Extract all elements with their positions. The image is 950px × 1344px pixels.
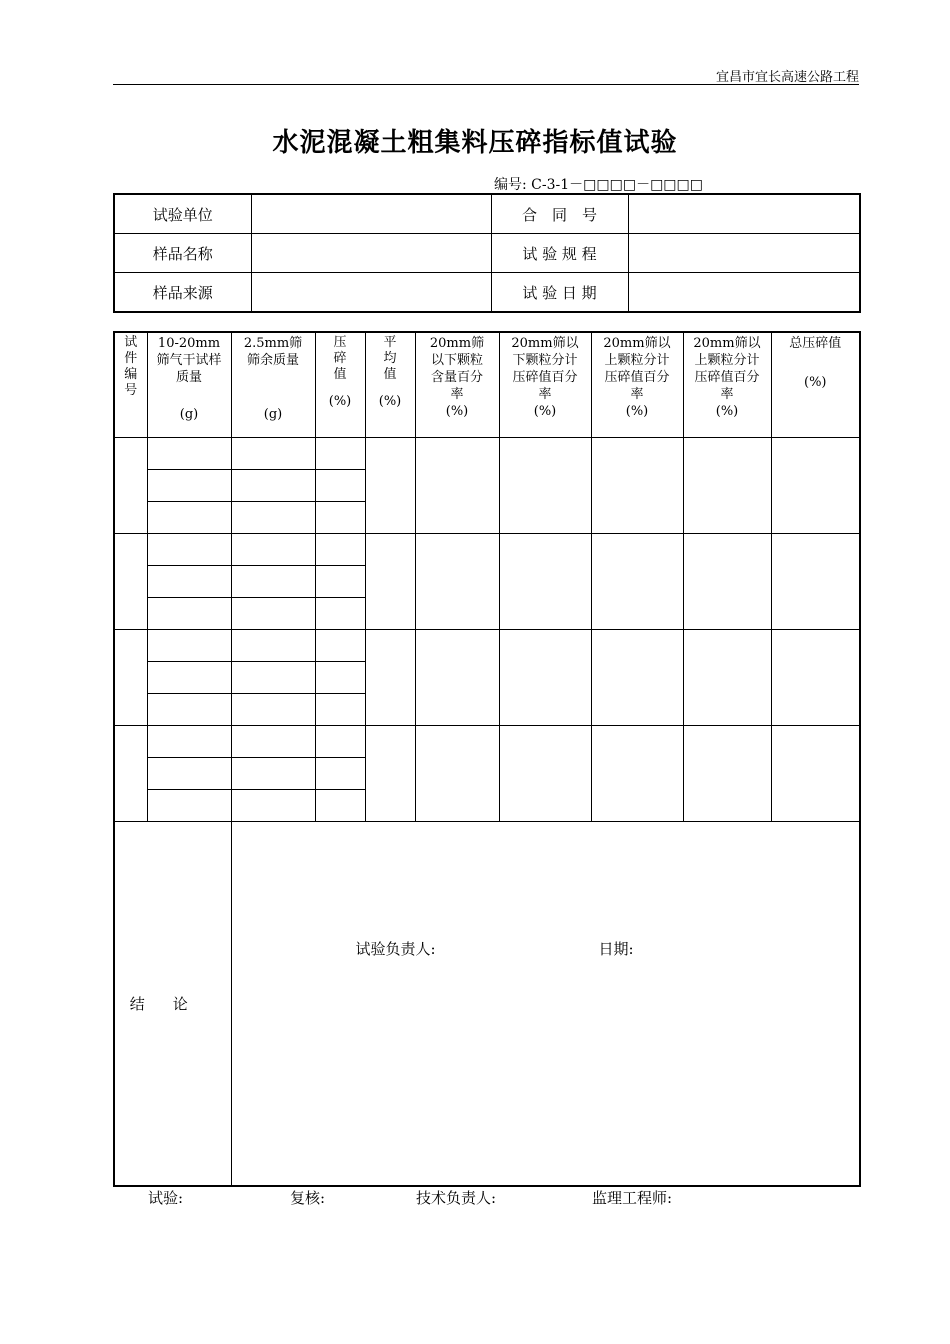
page-title: 水泥混凝土粗集料压碎指标值试验 bbox=[272, 128, 678, 158]
header-org: 宜昌市宜长高速公路工程 bbox=[715, 70, 859, 85]
cell-specimen-id[interactable] bbox=[114, 438, 147, 534]
col-header bbox=[591, 332, 683, 438]
cell-crush-value[interactable] bbox=[315, 502, 365, 534]
data-table bbox=[113, 331, 861, 1187]
header-row bbox=[114, 332, 860, 438]
table-row bbox=[114, 726, 860, 758]
col-header bbox=[147, 332, 231, 438]
cell-below-crush[interactable] bbox=[499, 630, 591, 726]
cell-above-crush-2[interactable] bbox=[683, 534, 771, 630]
cell-dry-mass[interactable] bbox=[147, 758, 231, 790]
cell-dry-mass[interactable] bbox=[147, 726, 231, 758]
col-label: 试件编号 bbox=[124, 335, 138, 398]
col-header bbox=[114, 332, 147, 438]
sig-review: 复核: bbox=[290, 1189, 326, 1207]
header-divider bbox=[113, 84, 859, 85]
col-label: 10-20mm筛气干试样质量 bbox=[156, 336, 222, 385]
col-label: 压碎值 bbox=[333, 335, 347, 382]
sig-supervisor: 监理工程师: bbox=[592, 1189, 673, 1207]
info-label: 样品名称 bbox=[114, 234, 251, 273]
info-field[interactable] bbox=[628, 234, 860, 273]
cell-specimen-id[interactable] bbox=[114, 630, 147, 726]
form-code: 编号: C-3-1－□□□□－□□□□ bbox=[494, 177, 703, 193]
col-label: 20mm筛以下颗粒分计压碎值百分率 bbox=[511, 336, 579, 402]
table-row bbox=[114, 534, 860, 566]
col-label: 20mm筛以下颗粒含量百分率 bbox=[429, 336, 485, 402]
col-header bbox=[231, 332, 315, 438]
sig-tech: 技术负责人: bbox=[416, 1189, 497, 1207]
cell-dry-mass[interactable] bbox=[147, 790, 231, 822]
cell-crush-value[interactable] bbox=[315, 438, 365, 470]
cell-above-crush[interactable] bbox=[591, 534, 683, 630]
sig-test: 试验: bbox=[148, 1189, 184, 1207]
tester-label: 试验负责人: bbox=[355, 940, 436, 958]
info-label: 合 同 号 bbox=[491, 194, 628, 234]
info-row bbox=[114, 273, 860, 313]
table-row bbox=[114, 630, 860, 662]
conclusion-row bbox=[114, 822, 860, 1187]
cell-residue-mass[interactable] bbox=[231, 534, 315, 566]
cell-below-content[interactable] bbox=[415, 630, 499, 726]
cell-above-crush[interactable] bbox=[591, 438, 683, 534]
cell-above-crush-2[interactable] bbox=[683, 726, 771, 822]
info-label: 试验单位 bbox=[114, 194, 251, 234]
col-unit: (%) bbox=[715, 404, 739, 419]
cell-dry-mass[interactable] bbox=[147, 566, 231, 598]
col-header bbox=[415, 332, 499, 438]
cell-above-crush-2[interactable] bbox=[683, 438, 771, 534]
col-label: 总压碎值 bbox=[789, 336, 842, 351]
cell-residue-mass[interactable] bbox=[231, 630, 315, 662]
info-field[interactable] bbox=[628, 194, 860, 234]
col-label: 20mm筛以上颗粒分计压碎值百分率 bbox=[603, 336, 671, 402]
cell-dry-mass[interactable] bbox=[147, 470, 231, 502]
cell-above-crush-2[interactable] bbox=[683, 630, 771, 726]
cell-total-crush[interactable] bbox=[771, 438, 860, 534]
cell-average[interactable] bbox=[365, 534, 415, 630]
info-label: 样品来源 bbox=[114, 273, 251, 313]
cell-crush-value[interactable] bbox=[315, 758, 365, 790]
cell-total-crush[interactable] bbox=[771, 630, 860, 726]
cell-below-content[interactable] bbox=[415, 534, 499, 630]
cell-specimen-id[interactable] bbox=[114, 726, 147, 822]
col-unit: (%) bbox=[533, 404, 557, 419]
cell-dry-mass[interactable] bbox=[147, 502, 231, 534]
cell-dry-mass[interactable] bbox=[147, 694, 231, 726]
cell-residue-mass[interactable] bbox=[231, 598, 315, 630]
cell-dry-mass[interactable] bbox=[147, 534, 231, 566]
cell-crush-value[interactable] bbox=[315, 534, 365, 566]
cell-dry-mass[interactable] bbox=[147, 438, 231, 470]
cell-residue-mass[interactable] bbox=[231, 470, 315, 502]
cell-above-crush[interactable] bbox=[591, 630, 683, 726]
col-header bbox=[365, 332, 415, 438]
cell-specimen-id[interactable] bbox=[114, 534, 147, 630]
cell-crush-value[interactable] bbox=[315, 598, 365, 630]
cell-average[interactable] bbox=[365, 726, 415, 822]
cell-below-content[interactable] bbox=[415, 438, 499, 534]
col-unit: (%) bbox=[328, 394, 352, 409]
info-field[interactable] bbox=[628, 273, 860, 313]
cell-residue-mass[interactable] bbox=[231, 694, 315, 726]
cell-residue-mass[interactable] bbox=[231, 790, 315, 822]
col-header bbox=[683, 332, 771, 438]
info-table bbox=[113, 193, 861, 313]
col-header bbox=[315, 332, 365, 438]
cell-below-crush[interactable] bbox=[499, 726, 591, 822]
cell-crush-value[interactable] bbox=[315, 566, 365, 598]
cell-crush-value[interactable] bbox=[315, 630, 365, 662]
col-unit: (%) bbox=[378, 394, 402, 409]
conclusion-label: 结论 bbox=[114, 822, 231, 1187]
cell-residue-mass[interactable] bbox=[231, 566, 315, 598]
col-unit: (g) bbox=[263, 407, 283, 422]
cell-above-crush[interactable] bbox=[591, 726, 683, 822]
cell-total-crush[interactable] bbox=[771, 534, 860, 630]
cell-below-crush[interactable] bbox=[499, 534, 591, 630]
cell-crush-value[interactable] bbox=[315, 662, 365, 694]
cell-crush-value[interactable] bbox=[315, 470, 365, 502]
conclusion-field[interactable] bbox=[231, 822, 860, 1187]
cell-residue-mass[interactable] bbox=[231, 758, 315, 790]
date-label: 日期: bbox=[598, 940, 634, 958]
cell-total-crush[interactable] bbox=[771, 726, 860, 822]
info-row bbox=[114, 194, 860, 234]
cell-crush-value[interactable] bbox=[315, 726, 365, 758]
col-unit: (%) bbox=[445, 404, 469, 419]
cell-residue-mass[interactable] bbox=[231, 502, 315, 534]
cell-dry-mass[interactable] bbox=[147, 598, 231, 630]
cell-below-crush[interactable] bbox=[499, 438, 591, 534]
cell-residue-mass[interactable] bbox=[231, 662, 315, 694]
col-unit: (%) bbox=[804, 375, 827, 390]
cell-crush-value[interactable] bbox=[315, 694, 365, 726]
col-unit: (%) bbox=[625, 404, 649, 419]
col-header bbox=[499, 332, 591, 438]
cell-average[interactable] bbox=[365, 630, 415, 726]
info-label: 试 验 日 期 bbox=[491, 273, 628, 313]
col-header bbox=[771, 332, 860, 438]
table-row bbox=[114, 438, 860, 470]
cell-dry-mass[interactable] bbox=[147, 662, 231, 694]
cell-crush-value[interactable] bbox=[315, 790, 365, 822]
cell-dry-mass[interactable] bbox=[147, 630, 231, 662]
info-field[interactable] bbox=[251, 273, 491, 313]
cell-residue-mass[interactable] bbox=[231, 438, 315, 470]
cell-residue-mass[interactable] bbox=[231, 726, 315, 758]
info-row bbox=[114, 234, 860, 273]
info-field[interactable] bbox=[251, 234, 491, 273]
info-field[interactable] bbox=[251, 194, 491, 234]
info-label: 试 验 规 程 bbox=[491, 234, 628, 273]
col-label: 2.5mm筛筛余质量 bbox=[243, 336, 303, 368]
col-label: 20mm筛以上颗粒分计压碎值百分率 bbox=[693, 336, 761, 402]
cell-below-content[interactable] bbox=[415, 726, 499, 822]
col-label: 平均值 bbox=[383, 335, 397, 382]
cell-average[interactable] bbox=[365, 438, 415, 534]
col-unit: (g) bbox=[179, 407, 199, 422]
